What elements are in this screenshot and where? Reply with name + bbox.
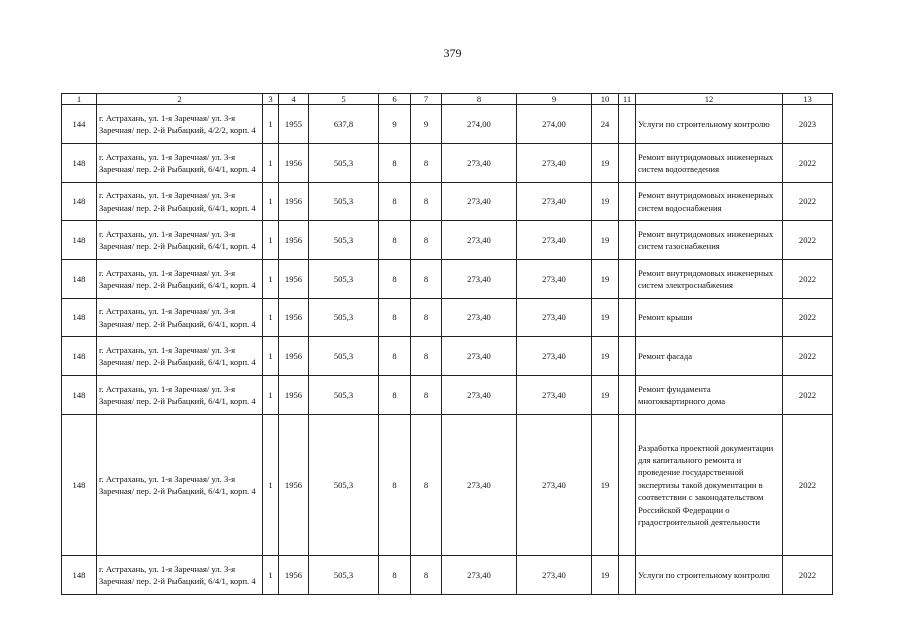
col6-cell: 8: [379, 221, 411, 260]
col3-cell: 1: [263, 415, 279, 556]
col6-cell: 8: [379, 260, 411, 299]
col11-cell: [619, 556, 636, 595]
col9-cell: 273,40: [517, 556, 592, 595]
col7-cell: 8: [411, 144, 442, 183]
col6-cell: 8: [379, 415, 411, 556]
col7-cell: 8: [411, 376, 442, 415]
row-number: 148: [62, 337, 97, 376]
col8-cell: 273,40: [442, 376, 517, 415]
plan-year-cell: 2022: [783, 183, 833, 221]
col9-cell: 273,40: [517, 183, 592, 221]
col11-cell: [619, 337, 636, 376]
area-cell: 505,3: [309, 376, 379, 415]
area-cell: 637,8: [309, 105, 379, 144]
row-number: 148: [62, 556, 97, 595]
col3-cell: 1: [263, 183, 279, 221]
row-number: 148: [62, 299, 97, 337]
column-header: 1: [62, 94, 97, 105]
year-cell: 1955: [279, 105, 309, 144]
col7-cell: 8: [411, 183, 442, 221]
col9-cell: 273,40: [517, 376, 592, 415]
col9-cell: 273,40: [517, 144, 592, 183]
col11-cell: [619, 415, 636, 556]
col8-cell: 274,00: [442, 105, 517, 144]
plan-year-cell: 2022: [783, 376, 833, 415]
row-number: 148: [62, 144, 97, 183]
col8-cell: 273,40: [442, 221, 517, 260]
col11-cell: [619, 260, 636, 299]
col3-cell: 1: [263, 556, 279, 595]
table-row: [62, 105, 833, 144]
address-cell: г. Астрахань, ул. 1-я Заречная/ ул. 3-я Заречная/ пер. 2-й Рыбацкий, 6/4/1, корп. 4: [97, 221, 263, 260]
col7-cell: 8: [411, 221, 442, 260]
col11-cell: [619, 376, 636, 415]
address-cell: г. Астрахань, ул. 1-я Заречная/ ул. 3-я Заречная/ пер. 2-й Рыбацкий, 6/4/1, корп. 4: [97, 415, 263, 556]
year-cell: 1956: [279, 144, 309, 183]
row-number: 148: [62, 260, 97, 299]
column-header: 2: [97, 94, 263, 105]
col3-cell: 1: [263, 299, 279, 337]
work-type-cell: Ремонт внутридомовых инженерных систем электроснабжения: [636, 260, 783, 299]
plan-year-cell: 2022: [783, 144, 833, 183]
area-cell: 505,3: [309, 299, 379, 337]
column-header: 3: [263, 94, 279, 105]
col7-cell: 8: [411, 556, 442, 595]
plan-year-cell: 2022: [783, 337, 833, 376]
col11-cell: [619, 105, 636, 144]
work-type-cell: Ремонт фундамента многоквартирного дома: [636, 376, 783, 415]
year-cell: 1956: [279, 183, 309, 221]
col10-cell: 19: [592, 183, 619, 221]
area-cell: 505,3: [309, 556, 379, 595]
work-type-cell: Ремонт крыши: [636, 299, 783, 337]
column-header: 11: [619, 94, 636, 105]
area-cell: 505,3: [309, 415, 379, 556]
col8-cell: 273,40: [442, 260, 517, 299]
year-cell: 1956: [279, 337, 309, 376]
table-row: [62, 144, 833, 183]
address-cell: г. Астрахань, ул. 1-я Заречная/ ул. 3-я Заречная/ пер. 2-й Рыбацкий, 6/4/1, корп. 4: [97, 376, 263, 415]
row-number: 148: [62, 221, 97, 260]
plan-year-cell: 2022: [783, 299, 833, 337]
area-cell: 505,3: [309, 183, 379, 221]
col11-cell: [619, 144, 636, 183]
col3-cell: 1: [263, 376, 279, 415]
column-header: 6: [379, 94, 411, 105]
col10-cell: 24: [592, 105, 619, 144]
col10-cell: 19: [592, 415, 619, 556]
area-cell: 505,3: [309, 144, 379, 183]
row-number: 148: [62, 376, 97, 415]
work-type-cell: Ремонт внутридомовых инженерных систем газоснабжения: [636, 221, 783, 260]
column-header: 8: [442, 94, 517, 105]
area-cell: 505,3: [309, 221, 379, 260]
address-cell: г. Астрахань, ул. 1-я Заречная/ ул. 3-я Заречная/ пер. 2-й Рыбацкий, 6/4/1, корп. 4: [97, 299, 263, 337]
work-type-cell: Ремонт внутридомовых инженерных систем водоснабжения: [636, 183, 783, 221]
col10-cell: 19: [592, 376, 619, 415]
year-cell: 1956: [279, 376, 309, 415]
col9-cell: 273,40: [517, 415, 592, 556]
year-cell: 1956: [279, 556, 309, 595]
table-row: [62, 260, 833, 299]
col7-cell: 8: [411, 299, 442, 337]
col6-cell: 8: [379, 299, 411, 337]
table-row: [62, 415, 833, 556]
col9-cell: 273,40: [517, 260, 592, 299]
row-number: 144: [62, 105, 97, 144]
year-cell: 1956: [279, 221, 309, 260]
work-type-cell: Ремонт фасада: [636, 337, 783, 376]
table-row: [62, 183, 833, 221]
col9-cell: 274,00: [517, 105, 592, 144]
col7-cell: 8: [411, 337, 442, 376]
col10-cell: 19: [592, 556, 619, 595]
col8-cell: 273,40: [442, 183, 517, 221]
col3-cell: 1: [263, 337, 279, 376]
page-number: 379: [443, 46, 462, 60]
address-cell: г. Астрахань, ул. 1-я Заречная/ ул. 3-я Заречная/ пер. 2-й Рыбацкий, 6/4/1, корп. 4: [97, 144, 263, 183]
row-number: 148: [62, 415, 97, 556]
col7-cell: 8: [411, 260, 442, 299]
col6-cell: 8: [379, 337, 411, 376]
col8-cell: 273,40: [442, 337, 517, 376]
col8-cell: 273,40: [442, 556, 517, 595]
column-number-row: [62, 94, 833, 105]
col7-cell: 9: [411, 105, 442, 144]
col3-cell: 1: [263, 221, 279, 260]
column-header: 5: [309, 94, 379, 105]
plan-year-cell: 2022: [783, 556, 833, 595]
work-type-cell: Услуги по строительному контролю: [636, 556, 783, 595]
column-header: 10: [592, 94, 619, 105]
col3-cell: 1: [263, 144, 279, 183]
work-type-cell: Разработка проектной документации для капитального ремонта и проведение государственной экспертизы такой документации в соответствии с законодательством Российской Федерации о градостроительной деятельности: [636, 415, 783, 556]
column-header: 4: [279, 94, 309, 105]
col9-cell: 273,40: [517, 221, 592, 260]
col10-cell: 19: [592, 144, 619, 183]
year-cell: 1956: [279, 299, 309, 337]
column-header: 13: [783, 94, 833, 105]
address-cell: г. Астрахань, ул. 1-я Заречная/ ул. 3-я Заречная/ пер. 2-й Рыбацкий, 6/4/1, корп. 4: [97, 183, 263, 221]
col6-cell: 8: [379, 144, 411, 183]
table-row: [62, 556, 833, 595]
area-cell: 505,3: [309, 260, 379, 299]
address-cell: г. Астрахань, ул. 1-я Заречная/ ул. 3-я Заречная/ пер. 2-й Рыбацкий, 4/2/2, корп. 4: [97, 105, 263, 144]
table-row: [62, 221, 833, 260]
year-cell: 1956: [279, 260, 309, 299]
plan-year-cell: 2022: [783, 260, 833, 299]
column-header: 9: [517, 94, 592, 105]
row-number: 148: [62, 183, 97, 221]
plan-year-cell: 2023: [783, 105, 833, 144]
plan-year-cell: 2022: [783, 415, 833, 556]
col10-cell: 19: [592, 337, 619, 376]
column-header: 12: [636, 94, 783, 105]
col10-cell: 19: [592, 221, 619, 260]
address-cell: г. Астрахань, ул. 1-я Заречная/ ул. 3-я Заречная/ пер. 2-й Рыбацкий, 6/4/1, корп. 4: [97, 260, 263, 299]
column-header: 7: [411, 94, 442, 105]
col6-cell: 8: [379, 556, 411, 595]
col3-cell: 1: [263, 260, 279, 299]
col6-cell: 8: [379, 376, 411, 415]
col11-cell: [619, 299, 636, 337]
table-row: [62, 376, 833, 415]
work-type-cell: Услуги по строительному контролю: [636, 105, 783, 144]
col6-cell: 8: [379, 183, 411, 221]
col11-cell: [619, 183, 636, 221]
address-cell: г. Астрахань, ул. 1-я Заречная/ ул. 3-я Заречная/ пер. 2-й Рыбацкий, 6/4/1, корп. 4: [97, 556, 263, 595]
col8-cell: 273,40: [442, 299, 517, 337]
col7-cell: 8: [411, 415, 442, 556]
year-cell: 1956: [279, 415, 309, 556]
table-row: [62, 337, 833, 376]
col9-cell: 273,40: [517, 299, 592, 337]
work-type-cell: Ремонт внутридомовых инженерных систем водоотведения: [636, 144, 783, 183]
col9-cell: 273,40: [517, 337, 592, 376]
col11-cell: [619, 221, 636, 260]
repair-program-table: [61, 93, 833, 595]
table-row: [62, 299, 833, 337]
col8-cell: 273,40: [442, 415, 517, 556]
address-cell: г. Астрахань, ул. 1-я Заречная/ ул. 3-я Заречная/ пер. 2-й Рыбацкий, 6/4/1, корп. 4: [97, 337, 263, 376]
col6-cell: 9: [379, 105, 411, 144]
col3-cell: 1: [263, 105, 279, 144]
col10-cell: 19: [592, 260, 619, 299]
col8-cell: 273,40: [442, 144, 517, 183]
plan-year-cell: 2022: [783, 221, 833, 260]
area-cell: 505,3: [309, 337, 379, 376]
col10-cell: 19: [592, 299, 619, 337]
